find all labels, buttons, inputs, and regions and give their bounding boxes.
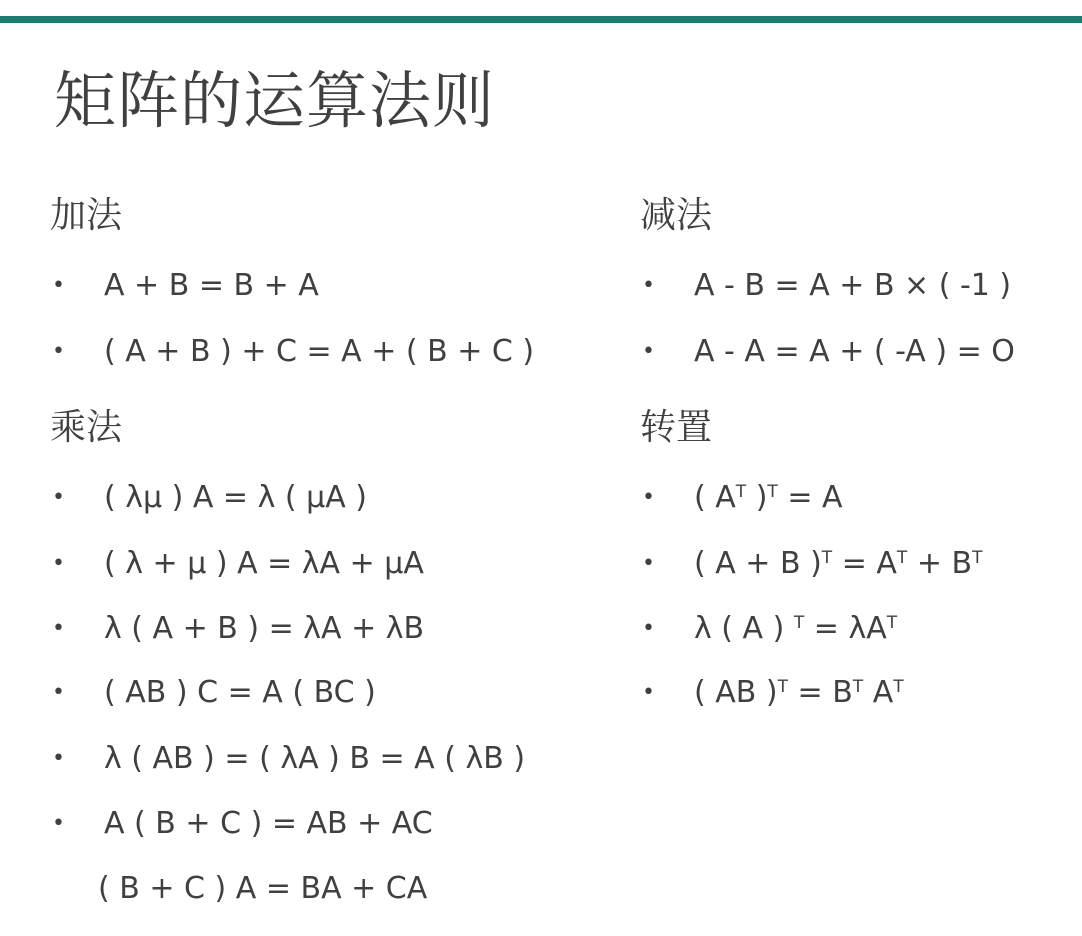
bullet: • [642, 273, 655, 298]
subtraction-rule-2: A - A = A + ( -A ) = O [694, 334, 1015, 369]
bullet: • [52, 485, 65, 510]
transpose-rule-1: ( $A^T$ )$^T$ = A [694, 480, 843, 515]
bullet: • [52, 616, 65, 641]
bullet: • [52, 746, 65, 771]
multiplication-rule-4: ( AB ) C = A ( BC ) [104, 675, 376, 710]
heading-subtraction: 减法 [640, 195, 713, 236]
bullet: • [52, 551, 65, 576]
subtraction-rule-1: A - B = A + B × ( -1 ) [694, 268, 1012, 303]
bullet: • [52, 811, 65, 836]
transpose-rule-2: ( A + B )$^T = A^T + B^T$ [694, 546, 983, 581]
bullet: • [52, 680, 65, 705]
addition-rule-2: ( A + B ) + C = A + ( B + C ) [104, 334, 535, 369]
page-title: 矩阵的运算法则 [54, 64, 496, 137]
heading-transpose: 转置 [640, 407, 713, 448]
bullet: • [642, 551, 655, 576]
heading-multiplication: 乘法 [50, 407, 123, 448]
heading-addition: 加法 [50, 195, 123, 236]
bullet: • [52, 273, 65, 298]
top-accent-bar [0, 16, 1082, 23]
multiplication-rule-6: A ( B + C ) = AB + AC [104, 806, 433, 841]
multiplication-rule-2: ( λ + μ ) A = λA + μA [104, 546, 424, 581]
addition-rule-1: A + B = B + A [104, 268, 319, 303]
bullet: • [642, 485, 655, 510]
transpose-rule-4: ( AB )$^T = B^T$ $A^T$ [694, 675, 904, 710]
multiplication-rule-5: λ ( AB ) = ( λA ) B = A ( λB ) [104, 741, 526, 776]
bullet: • [642, 680, 655, 705]
transpose-rule-3: λ ( A ) $^T = \lambda A^T$ [694, 611, 898, 646]
bullet: • [642, 616, 655, 641]
multiplication-rule-3: λ ( A + B ) = λA + λB [104, 611, 425, 646]
bullet: • [642, 339, 655, 364]
bullet: • [52, 339, 65, 364]
multiplication-rule-1: ( λμ ) A = λ ( μA ) [104, 480, 367, 515]
multiplication-rule-7: ( B + C ) A = BA + CA [98, 871, 428, 906]
